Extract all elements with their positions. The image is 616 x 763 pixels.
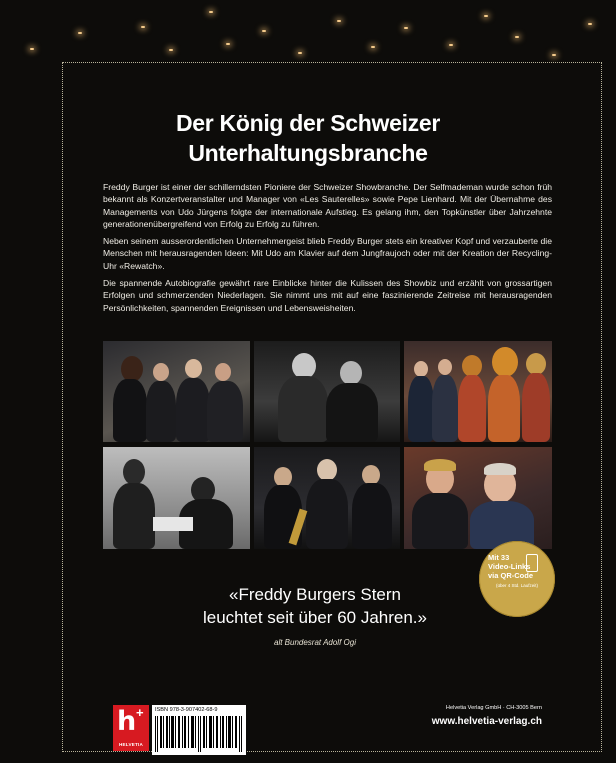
light-dot [298, 52, 302, 54]
publisher-website[interactable]: www.helvetia-verlag.ch [431, 716, 542, 727]
photo-6 [404, 447, 552, 549]
badge-line-1: Mit 33 [488, 553, 510, 562]
blurb [103, 181, 552, 319]
photo-5 [254, 447, 400, 549]
photo-3 [404, 341, 552, 442]
light-dot [371, 46, 375, 48]
blurb-paragraph-3: Die spannende Autobiografie gewährt rare Einblicke hinter die Kulissen des Showbiz und erzählt von grossartigen Erfolgen und schmerzenden Niederlagen. Sie nimmt uns mit auf eine faszinierende Zeitreise mit herausragenden Persönlichkeiten, spannenden Ereignissen und Lebensweisheiten. [103, 278, 552, 313]
light-dot [169, 49, 173, 51]
title-line-2: Unterhaltungsbranche [188, 140, 428, 166]
phone-icon [526, 554, 538, 572]
light-dot [404, 27, 408, 29]
photo-4 [103, 447, 250, 549]
barcode-bars [154, 716, 244, 752]
light-dot [515, 36, 519, 38]
light-dot [78, 32, 82, 34]
video-links-badge [479, 541, 555, 617]
blurb-paragraph-2: Neben seinem ausserordentlichen Unternehmergeist blieb Freddy Burger stets ein kreativer Kopf und verzauberte die Menschen mit herausragenden Ideen: Mit Udo am Klavier auf dem Jungfraujoch oder mit der Kreation der Recycling-Uhr «Rewatch». [103, 236, 552, 271]
light-dot [262, 30, 266, 32]
badge-line-2: Video-Links [488, 562, 531, 571]
logo-letter: h [117, 706, 137, 737]
light-dot [141, 26, 145, 28]
light-dot [449, 44, 453, 46]
photo-1 [103, 341, 250, 442]
quote-line-2: leuchtet seit über 60 Jahren.» [203, 608, 427, 627]
light-dot [30, 48, 34, 50]
barcode [152, 705, 246, 755]
quote-line-1: «Freddy Burgers Stern [229, 585, 401, 604]
isbn-number: ISBN 978-3-907402-68-9 [155, 707, 218, 713]
quote [140, 583, 490, 629]
badge-line-3: via QR-Code [488, 571, 534, 580]
title-line-1: Der König der Schweizer [175, 110, 441, 136]
logo-plus: + [136, 705, 144, 720]
logo-name: HELVETIA [119, 742, 143, 747]
light-dot [226, 43, 230, 45]
blurb-paragraph-1: Freddy Burger ist einer der schillerndsten Pioniere der Schweizer Showbranche. Der Selfmademan wurde schon früh bekannt als Konzertveranstalter und Manager von «Les Sauterelles» sowie Pepe Lienhard. Mit der Übernahme des Managements von Udo Jürgens folgte der internationale Aufstieg. Es gelang ihm, den Topkünstler über Jahrzehnte generationenübergreifend von Erfolg zu Erfolg zu führen. [103, 182, 552, 229]
light-dot [552, 54, 556, 56]
badge-line-4: (über 4 Std. Laufzeit) [495, 583, 539, 588]
publisher-address: Helvetia Verlag GmbH · CH-3005 Bern [445, 705, 542, 711]
light-dot [588, 23, 592, 25]
light-dot [484, 15, 488, 17]
publisher-logo [113, 705, 149, 751]
light-dot [337, 20, 341, 22]
quote-attribution: alt Bundesrat Adolf Ogi [274, 638, 356, 647]
book-title [0, 108, 616, 168]
photo-2 [254, 341, 400, 442]
photo-grid [103, 341, 552, 549]
light-dot [209, 11, 213, 13]
